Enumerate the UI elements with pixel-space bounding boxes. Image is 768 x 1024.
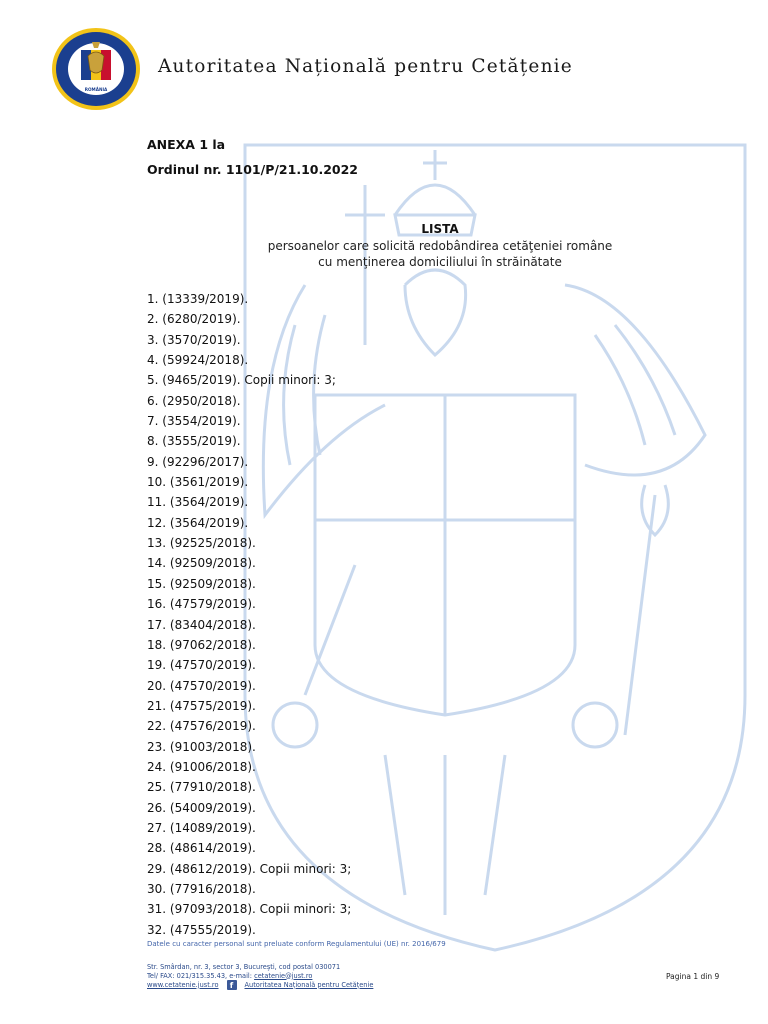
list-item: 25. (77910/2018). [147,780,256,795]
list-item: 12. (3564/2019). [147,515,249,530]
website-link[interactable]: www.cetatenie.just.ro [147,980,219,989]
page-indicator: Pagina 1 din 9 [666,972,720,981]
list-subtitle-line-2: cu menţinerea domiciliului în străinătate [318,255,562,269]
annex-reference [147,132,358,182]
list-item: 29. (48612/2019). Copii minori: 3; [147,861,352,876]
applicant-list [147,289,351,940]
list-item: 14. (92509/2018). [147,556,256,571]
list-item: 17. (83404/2018). [147,617,256,632]
footer-phone: Tel/ FAX: 021/315.35.43, e-mail: [147,971,255,980]
list-item: 7. (3554/2019). [147,414,241,429]
list-subtitle-line-1: persoanelor care solicită redobândirea cetăţeniei române [267,239,613,253]
footer-phone-line [147,972,373,981]
agency-name: Autoritatea Națională pentru Cetățenie [158,56,573,77]
list-item: 32. (47555/2019). [147,922,256,937]
order-line: Ordinul nr. 1101/P/21.10.2022 [147,162,358,177]
list-item: 8. (3555/2019). [147,434,241,449]
footer-contact [147,963,373,990]
facebook-icon[interactable]: f [227,980,237,990]
list-item: 22. (47576/2019). [147,719,256,734]
email-link[interactable]: cetatenie@just.ro [254,971,313,980]
list-item: 24. (91006/2018). [147,759,256,774]
list-item: 26. (54009/2019). [147,800,256,815]
list-item: 2. (6280/2019). [147,312,241,327]
list-item: 1. (13339/2019). [147,292,249,306]
list-item: 23. (91003/2018). [147,739,256,754]
list-item: 3. (3570/2019). [147,332,241,347]
list-item: 28. (48614/2019). [147,841,256,856]
list-item: 13. (92525/2018). [147,536,256,551]
list-item: 4. (59924/2018). [147,353,249,368]
list-item: 16. (47579/2019). [147,597,256,612]
ministry-seal-logo [50,26,142,112]
list-item: 18. (97062/2018). [147,637,256,652]
list-item: 30. (77916/2018). [147,881,256,896]
footer-links-row [147,980,373,990]
annex-line: ANEXA 1 la [147,137,226,152]
list-title: LISTA [421,222,459,236]
list-item: 31. (97093/2018). Copii minori: 3; [147,902,352,917]
list-item: 9. (92296/2017). [147,454,249,469]
list-item: 19. (47570/2019). [147,658,256,673]
list-subtitle [240,238,640,270]
facebook-link[interactable]: Autoritatea Naţională pentru Cetăţenie [244,980,374,989]
list-item: 15. (92509/2018). [147,576,256,591]
list-item: 27. (14089/2019). [147,820,256,835]
footer-address: Str. Smârdan, nr. 3, sector 3, Bucureşti, cod postal 030071 [147,963,341,971]
list-item: 6. (2950/2018). [147,393,241,408]
list-item: 5. (9465/2019). Copii minori: 3; [147,373,336,388]
list-item: 10. (3561/2019). [147,475,249,490]
list-item: 21. (47575/2019). [147,698,256,713]
gdpr-note: Datele cu caracter personal sunt preluate conform Regulamentului (UE) nr. 2016/679 [147,940,446,948]
list-item: 20. (47570/2019). [147,678,256,693]
svg-text:ROMÂNIA: ROMÂNIA [84,87,108,92]
list-item: 11. (3564/2019). [147,495,249,510]
